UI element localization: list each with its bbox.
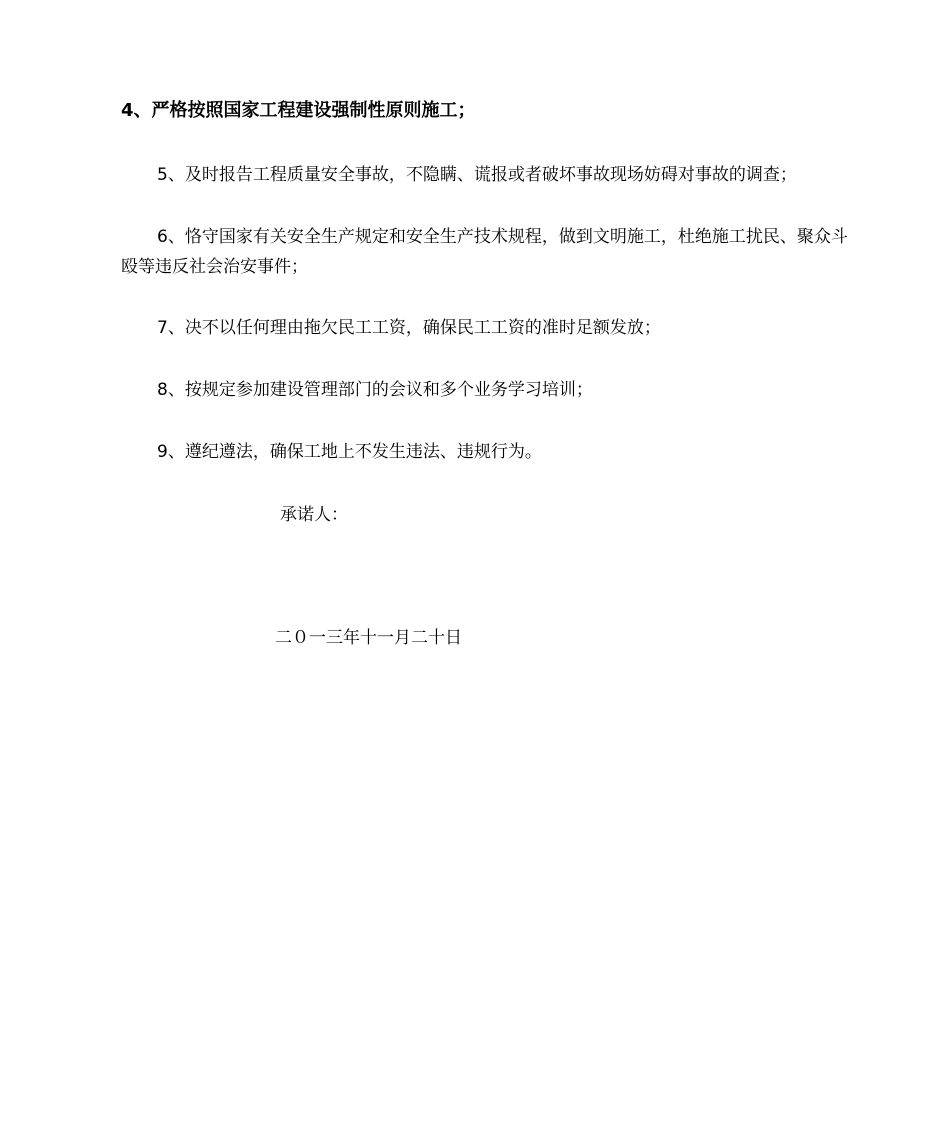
- signing-date: 二０一三年十一月二十日: [275, 628, 462, 648]
- clause-6: 6、恪守国家有关安全生产规定和安全生产技术规程，做到文明施工，杜绝施工扰民、聚众斗殴等违反社会治安事件；: [121, 227, 848, 277]
- clause-8: 8、按规定参加建设管理部门的会议和多个业务学习培训；: [157, 380, 593, 400]
- clause-5: 5、及时报告工程质量安全事故，不隐瞒、谎报或者破坏事故现场妨碍对事故的调查；: [157, 165, 797, 185]
- signer-label: 承诺人：: [280, 505, 348, 525]
- clause-7: 7、决不以任何理由拖欠民工工资，确保民工工资的准时足额发放；: [157, 318, 661, 338]
- clause-4-heading: 4、严格按照国家工程建设强制性原则施工；: [121, 100, 476, 121]
- clause-9: 9、遵纪遵法，确保工地上不发生违法、违规行为。: [157, 442, 542, 462]
